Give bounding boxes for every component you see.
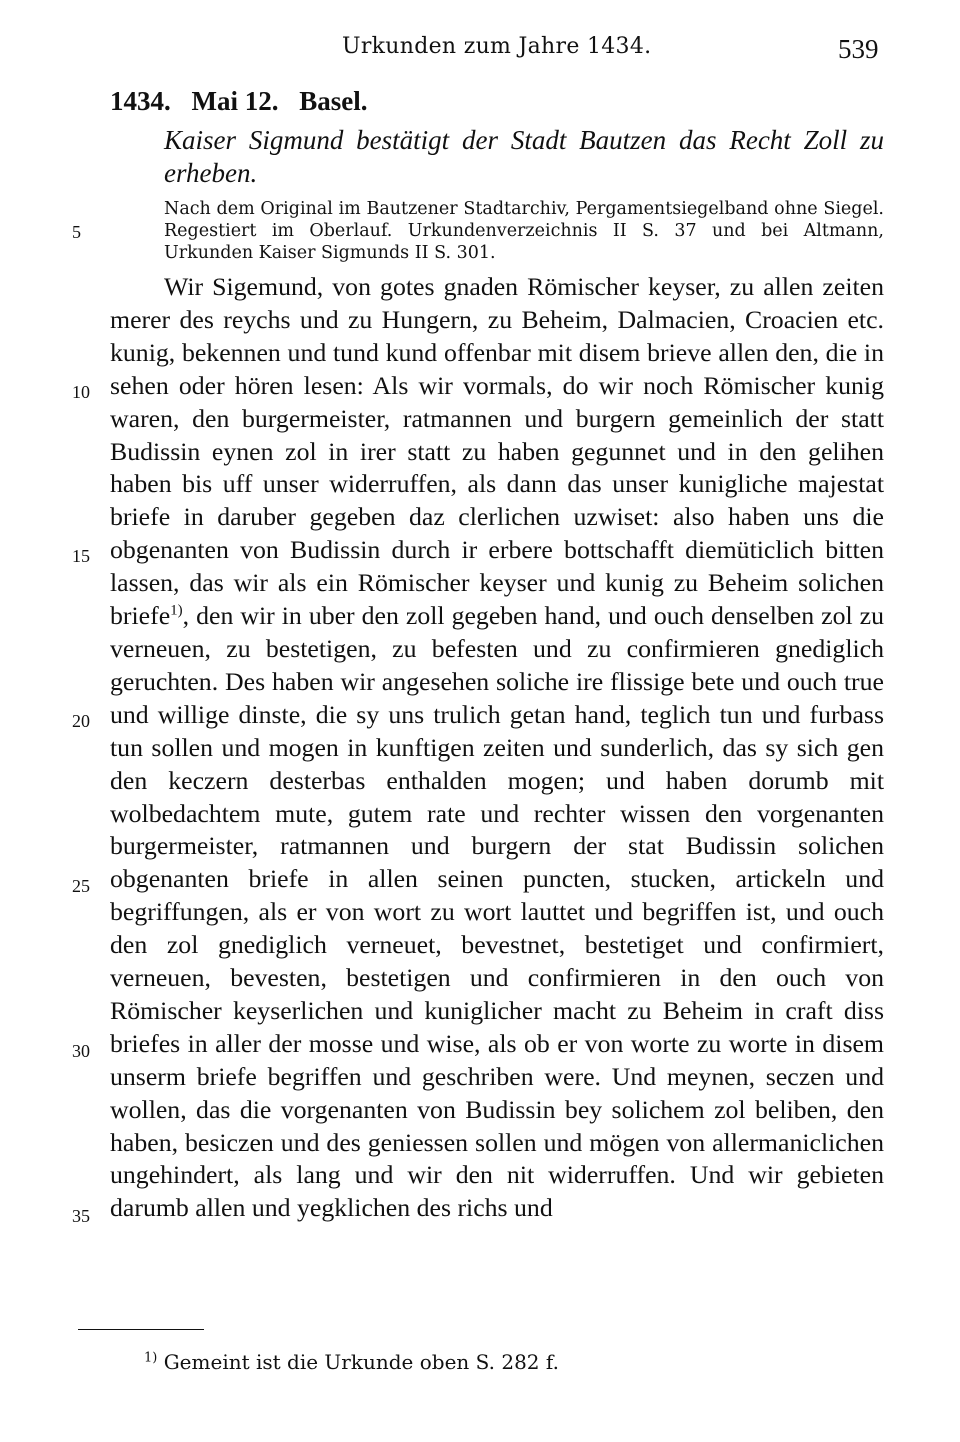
footnote-text: Gemeint ist die Urkunde oben S. 282 f. — [163, 1350, 559, 1374]
document-heading — [110, 86, 382, 117]
charter-text-part2: , den wir in uber den zoll gegeben hand, und ouch denselben zol zu verneuen, zu bestetigen, zu befesten und zu confirmieren gnediglich geruchten. Des haben wir angesehen soliche ire flissige bete und ouch true und willige dinste, die sy uns trulich getan hand, teglich tun und furbass tun sollen und mogen in kunftigen zeiten und sunderlich, das sy sich gen den keczern desterbas enthalden mogen; und haben dorumb mit wolbedachtem mute, gutem rate und rechter wissen den vorgenanten burgermeister, ratmannen und burgern der stat Budissin solichen obgenanten briefe in allen seinen puncten, stucken, artickeln und begriffungen, als er von wort zu wort lauttet und begriffen ist, und ouch den zol gnediglich verneuet, bevestnet, bestetiget und confirmiert, verneuen, bevesten, bestetigen und confirmieren in den ouch von Römischer keyserlichen und kuniglicher macht zu Beheim in craft diss briefes in aller der mosse und wise, als ob er von worte zu worte in disem unserm briefe begriffen und geschriben were. Und meynen, seczen und wollen, das die vorgenanten von Budissin bey solichem zol beliben, den haben, besiczen und des geniessen sollen und mögen von allermaniclichen ungehindert, als lang und wir den nit widerruffen. Und wir gebieten darumb allen und yegklichen des richs und — [110, 601, 884, 1223]
footnote-divider — [78, 1329, 204, 1330]
heading-year: 1434. — [110, 86, 171, 116]
running-title: Urkunden zum Jahre 1434. — [342, 34, 652, 59]
heading-date: Mai 12. — [191, 86, 279, 116]
line-number: 30 — [72, 1041, 90, 1061]
footnote-reference[interactable]: 1) — [170, 602, 183, 619]
page-number: 539 — [838, 34, 879, 64]
running-head — [0, 34, 960, 68]
line-number: 20 — [72, 711, 90, 731]
footnote — [144, 1350, 559, 1374]
footnote-mark: 1) — [144, 1350, 158, 1366]
document-summary: Kaiser Sigmund bestätigt der Stadt Bautzen das Recht Zoll zu erheben. — [164, 125, 884, 188]
line-number: 5 — [72, 222, 81, 242]
line-number: 25 — [72, 876, 90, 896]
source-note: Nach dem Original im Bautzener Stadtarchiv, Pergamentsiegelband ohne Siegel. Regestiert im Oberlauf. Urkundenverzeichnis II S. 37 und bei Altmann, Urkunden Kaiser Sigmunds II S. 301. — [164, 199, 884, 263]
line-number: 35 — [72, 1206, 90, 1226]
line-number: 10 — [72, 382, 90, 402]
charter-text-part1: Wir Sigemund, von gotes gnaden Römischer keyser, zu allen zeiten merer des reychs und zu Hungern, zu Beheim, Dalmacien, Croacien etc. kunig, bekennen und tund kund offenbar mit disem brieve allen den, die in sehen oder hören lesen: Als wir vormals, do wir noch Römischer kunig waren, den burgermeister, ratmannen und burgern gemeinlich der statt Budissin eynen zol in irer statt zu haben gegunnet und in den gelihen haben bis uff unser widerruffen, als dann das unser kunigliche majestat briefe in daruber gegeben daz clerlichen uzwiset: also haben uns die obgenanten von Budissin durch ir erbere bottschafft diemüticlich bitten lassen, das wir als ein Römischer keyser und kunig zu Beheim solichen briefe — [110, 272, 884, 631]
charter-paragraph — [110, 271, 884, 1225]
line-number: 15 — [72, 546, 90, 566]
heading-place: Basel. — [299, 86, 368, 116]
charter-text — [110, 271, 884, 1225]
